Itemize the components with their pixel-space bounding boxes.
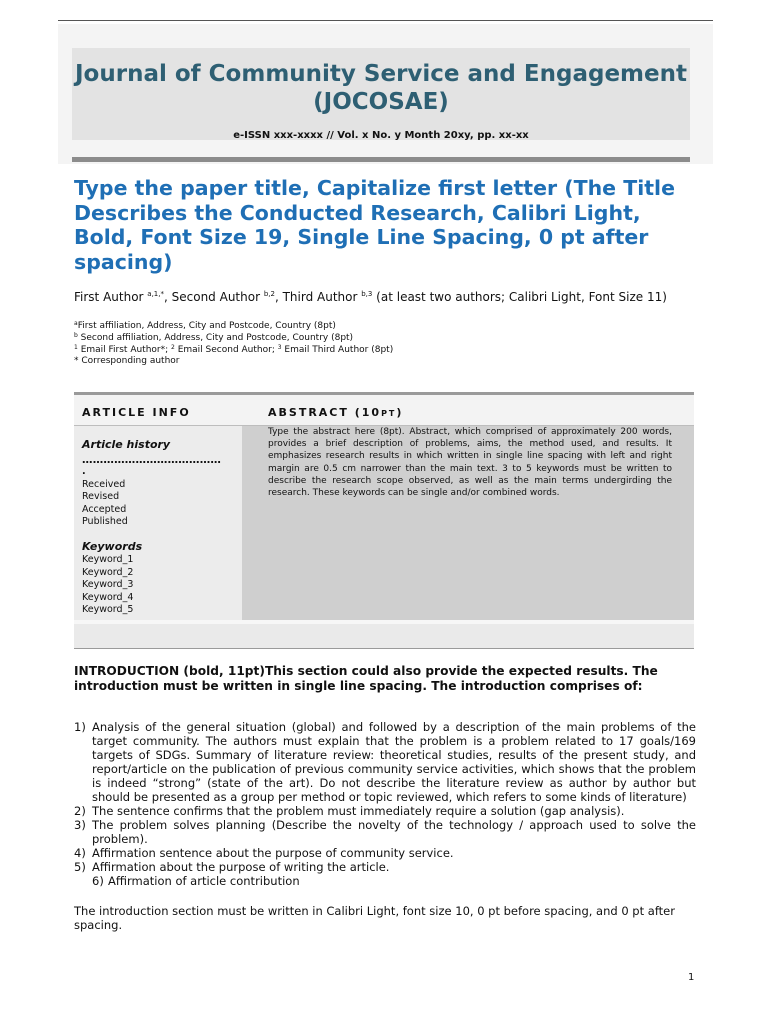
keywords-label: Keywords — [82, 540, 143, 554]
article-info-column — [74, 426, 242, 620]
author-3-sup: b,3 — [361, 290, 373, 298]
list-item-text: Analysis of the general situation (global) and followed by a description of the main problems of the target community. The authors must explain that the problem is a problem related to 17 goals/169 targets of SDGs. Summary of literature review: theoretical studies, results of the present study, and report/article on the publication of previous community service activities, which shows that the problem is indeed “strong” (state of the art). Do not describe the literature review as author by author but should be presented as a group per method or topic reviewed, which refers to some kinds of literature) — [92, 720, 696, 804]
article-history-dot: . — [82, 466, 86, 478]
list-item-text: The sentence confirms that the problem must immediately require a solution (gap analysis). — [92, 804, 625, 818]
list-item-number: 6) — [92, 874, 104, 888]
article-info-label: ARTICLE INFO — [82, 406, 191, 419]
list-item-text: The problem solves planning (Describe the novelty of the technology / approach used to solve the problem). — [92, 818, 696, 846]
keyword-item: Keyword_5 — [82, 604, 134, 616]
top-rule — [58, 20, 713, 21]
list-item — [74, 846, 696, 860]
article-history-label: Article history — [82, 438, 171, 451]
history-published: Published — [82, 516, 128, 528]
author-1-name: First Author — [74, 290, 148, 304]
abstract-header — [242, 395, 694, 425]
history-revised: Revised — [82, 491, 120, 503]
article-history-dots: ………………………………… — [82, 454, 222, 466]
history-received: Received — [82, 478, 126, 490]
author-2-name: , Second Author — [164, 290, 264, 304]
list-item — [74, 720, 696, 804]
list-item-text: Affirmation of article contribution — [108, 874, 300, 888]
email-3: Email Third Author (8pt) — [281, 345, 394, 355]
list-item-number: 3) — [74, 818, 86, 832]
issn-line: e-ISSN xxx-xxxx // Vol. x No. y Month 20xy, pp. xx-xx — [233, 130, 529, 141]
journal-title: Journal of Community Service and Engagement (JOCOSAE) — [75, 61, 687, 115]
abstract-label-main: ABSTRACT (10 — [268, 406, 382, 419]
author-line — [74, 287, 704, 305]
author-note: (at least two authors; Calibri Light, Font Size 11) — [372, 290, 667, 304]
affiliation-b-sup: b — [74, 332, 78, 339]
corresponding-author: * Corresponding author — [74, 356, 180, 366]
list-item — [74, 818, 696, 846]
abstract-label-small: PT — [381, 409, 397, 418]
list-item-number: 1) — [74, 720, 86, 734]
email-3-sup: 3 — [277, 344, 282, 351]
list-item-number: 5) — [74, 860, 86, 874]
list-item — [74, 860, 696, 874]
article-info-header — [74, 395, 242, 425]
author-1-sup: a,1,* — [147, 290, 164, 298]
list-item-number: 2) — [74, 804, 86, 818]
header-rule — [72, 157, 690, 162]
info-bottom-row — [74, 624, 694, 648]
author-2-sup: b,2 — [263, 290, 275, 298]
abstract-column — [242, 426, 694, 620]
paper-title: Type the paper title, Capitalize first letter (The Title Describes the Conducted Research, Calibri Light, Bold, Font Size 19, Single Line Spacing, 0 pt after spacing) — [74, 176, 675, 274]
list-item-number: 4) — [74, 846, 86, 860]
keyword-item: Keyword_2 — [82, 566, 134, 578]
email-1-sup: 1 — [74, 344, 78, 351]
abstract-label — [268, 406, 403, 419]
email-1: Email First Author*; — [77, 345, 172, 355]
keyword-item: Keyword_1 — [82, 554, 134, 566]
introduction-list — [74, 720, 696, 888]
article-info-content — [82, 438, 237, 616]
list-item-text: Affirmation about the purpose of writing the article. — [92, 860, 390, 874]
list-item-text: Affirmation sentence about the purpose of community service. — [92, 846, 454, 860]
history-accepted: Accepted — [82, 503, 127, 515]
email-2-sup: 2 — [171, 344, 175, 351]
abstract-label-close: ) — [396, 406, 404, 419]
keyword-item: Keyword_3 — [82, 579, 134, 591]
introduction-lead: This section could also provide the expected results. The introduction must be written in single line spacing. The introduction comprises of: — [74, 664, 658, 693]
article-info-box — [74, 392, 694, 650]
introduction-closing: The introduction section must be written in Calibri Light, font size 10, 0 pt before spacing, and 0 pt after spacing. — [74, 904, 675, 932]
keyword-item: Keyword_4 — [82, 591, 134, 603]
affiliation-a-sup: a — [74, 320, 78, 327]
abstract-text: Type the abstract here (8pt). Abstract, which comprised of approximately 200 words, provides a brief description of problems, aims, the method used, and results. It emphasizes research results in which written in single line spacing with left and right margin are 0.5 cm narrower than the main text. 3 to 5 keywords must be written to describe the research scope observed, as well as the main terms undergirding the research. These keywords can be single and/or combined words. — [268, 427, 672, 499]
affiliation-b-text: Second affiliation, Address, City and Postcode, Country (8pt) — [77, 333, 354, 343]
introduction-heading — [74, 664, 700, 694]
list-item — [74, 874, 696, 888]
page-number: 1 — [688, 972, 695, 983]
affiliation-a-text: First affiliation, Address, City and Postcode, Country (8pt) — [77, 321, 336, 331]
info-bottom-rule — [74, 648, 694, 649]
email-2: Email Second Author; — [174, 345, 278, 355]
email-line — [74, 342, 704, 356]
author-3-name: , Third Author — [274, 290, 362, 304]
list-item — [74, 804, 696, 818]
introduction-title: INTRODUCTION (bold, 11pt) — [74, 664, 265, 678]
